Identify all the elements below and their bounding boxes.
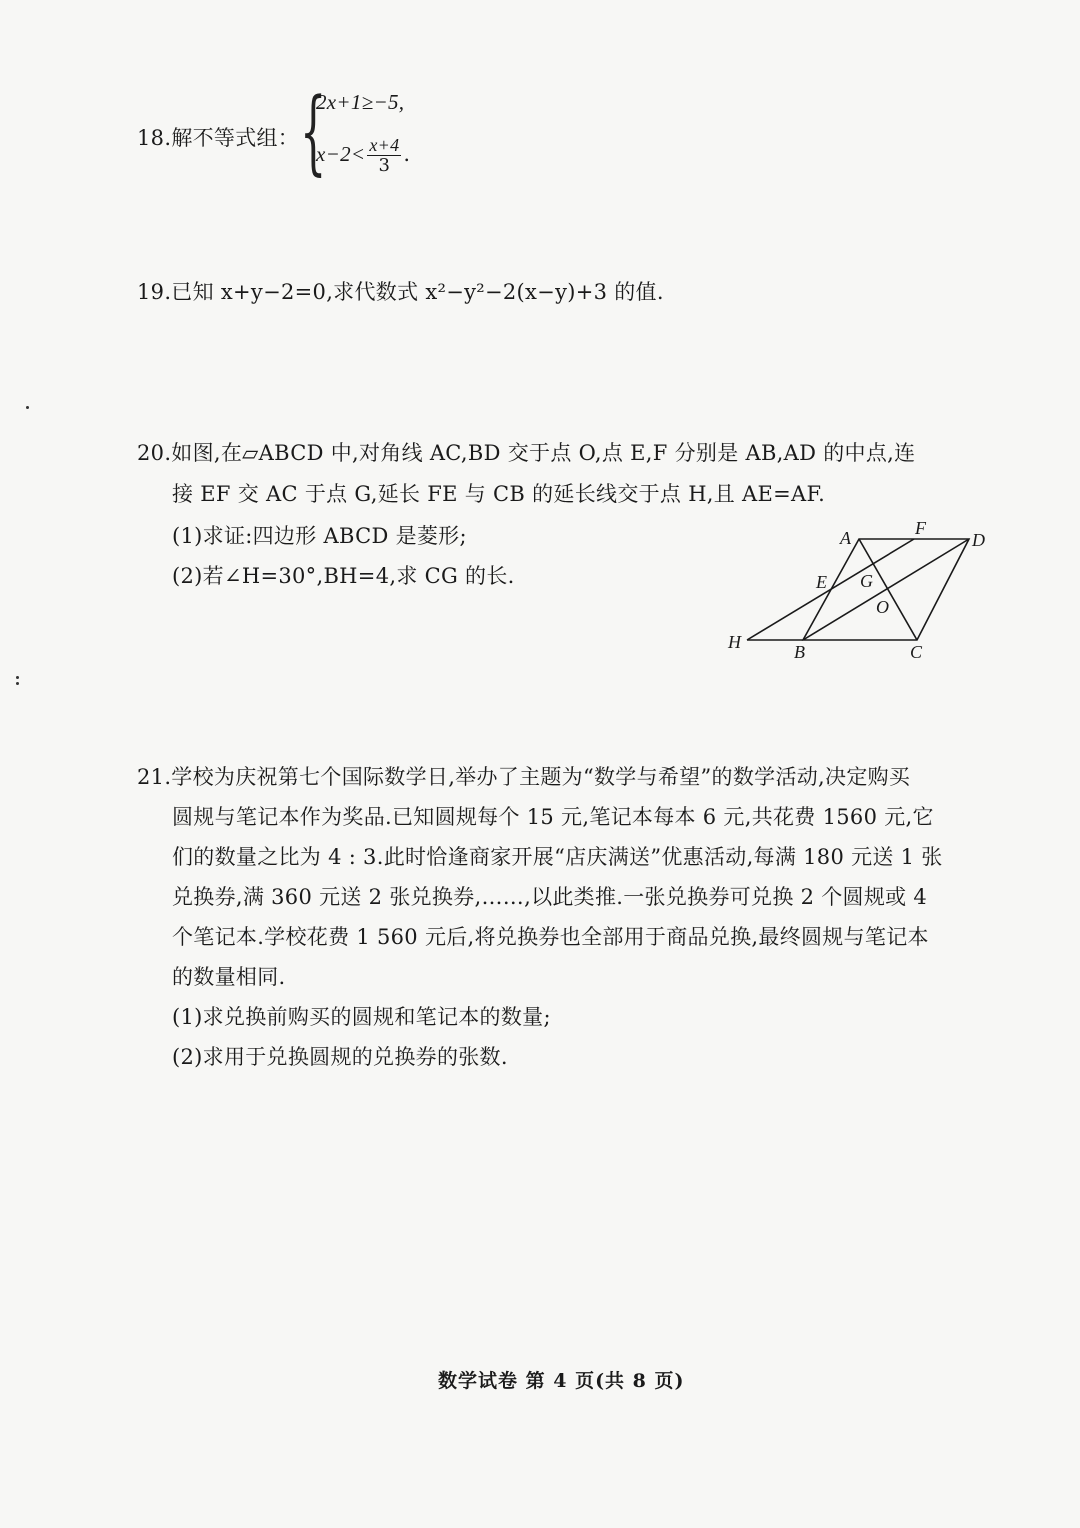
- q21-line-6: 的数量相同.: [172, 965, 286, 989]
- scan-dot: [16, 682, 19, 685]
- label-e: E: [816, 572, 827, 592]
- q21-line-4: 兑换券,满 360 元送 2 张兑换券,……,以此类推.一张兑换券可兑换 2 个圆规或 4: [172, 885, 928, 909]
- q20-part-1: (1)求证:四边形 ABCD 是菱形;: [172, 524, 467, 548]
- q21-part-2: (2)求用于兑换圆规的兑换券的张数.: [172, 1045, 508, 1069]
- q21-line-2: 圆规与笔记本作为奖品.已知圆规每个 15 元,笔记本每本 6 元,共花费 1560 元,它: [172, 805, 934, 829]
- q20-figure: [720, 515, 1000, 665]
- label-a: A: [840, 528, 851, 548]
- label-o: O: [876, 597, 889, 617]
- label-f: F: [915, 518, 926, 538]
- label-b: B: [794, 642, 805, 662]
- q21-part-1: (1)求兑换前购买的圆规和笔记本的数量;: [172, 1005, 551, 1029]
- page-footer: 数学试卷 第 4 页(共 8 页): [438, 1370, 685, 1392]
- q18-brace: {: [300, 78, 327, 185]
- diagonal-bd: [803, 539, 969, 640]
- scan-dot: [16, 676, 19, 679]
- q20-part-2: (2)若∠H=30°,BH=4,求 CG 的长.: [172, 564, 515, 588]
- label-c: C: [910, 642, 923, 662]
- q21-line-1: 21.学校为庆祝第七个国际数学日,举办了主题为“数学与希望”的数学活动,决定购买: [137, 765, 911, 789]
- q19-text: 19.已知 x+y−2=0,求代数式 x²−y²−2(x−y)+3 的值.: [137, 280, 664, 304]
- label-d: D: [972, 530, 985, 550]
- figure-lines: [747, 539, 969, 640]
- line-hf: [747, 539, 914, 640]
- q20-line-1: 20.如图,在▱ABCD 中,对角线 AC,BD 交于点 O,点 E,F 分别是 AB,AD 的中点,连: [137, 441, 916, 465]
- q18-inequality-2: x−2< $\frac{x+4}{3}$ .: [316, 135, 411, 176]
- q18-inequality-1: 2x+1≥−5,: [316, 90, 405, 114]
- q18-prompt: 18.解不等式组：: [137, 126, 300, 150]
- q21-line-3: 们的数量之比为 4 : 3.此时恰逢商家开展“店庆满送”优惠活动,每满 180 元送 1 张: [172, 845, 943, 869]
- scan-dot: [26, 406, 29, 409]
- label-h: H: [728, 632, 741, 652]
- q20-line-2: 接 EF 交 AC 于点 G,延长 FE 与 CB 的延长线交于点 H,且 AE=AF.: [172, 482, 826, 506]
- label-g: G: [860, 571, 873, 591]
- q21-line-5: 个笔记本.学校花费 1 560 元后,将兑换券也全部用于商品兑换,最终圆规与笔记本: [172, 925, 929, 949]
- q18-fraction: $\frac{x+4}{3}$: [369, 135, 400, 176]
